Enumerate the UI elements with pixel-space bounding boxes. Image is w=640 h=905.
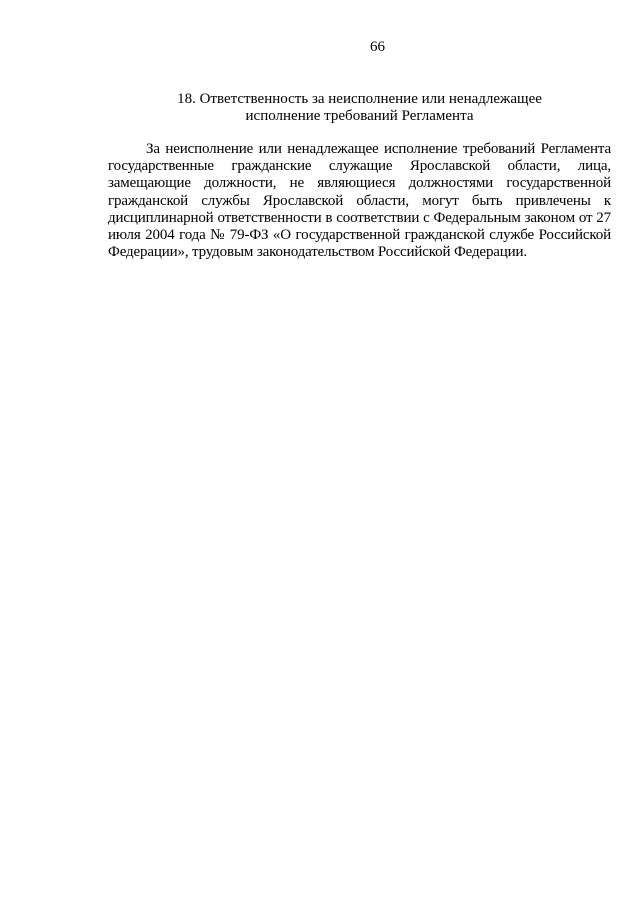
section-heading-line-1: 18. Ответственность за неисполнение или ненадлежащее: [177, 91, 542, 107]
section-heading: [108, 91, 611, 125]
page-number: 66: [370, 39, 385, 55]
section-paragraph: За неисполнение или ненадлежащее исполнение требований Регламента государственные гражданские служащие Ярославской области, лица, замещающие должности, не являющиеся должностями государственной гражданской службы Ярославской области, могут быть привлечены к дисциплинарной ответственности в соответствии с Федеральным законом от 27 июля 2004 года № 79-ФЗ «О государственной гражданской службе Российской Федерации», трудовым законодательством Российской Федерации.: [108, 141, 611, 261]
section-heading-line-2: исполнение требований Регламента: [245, 108, 474, 124]
